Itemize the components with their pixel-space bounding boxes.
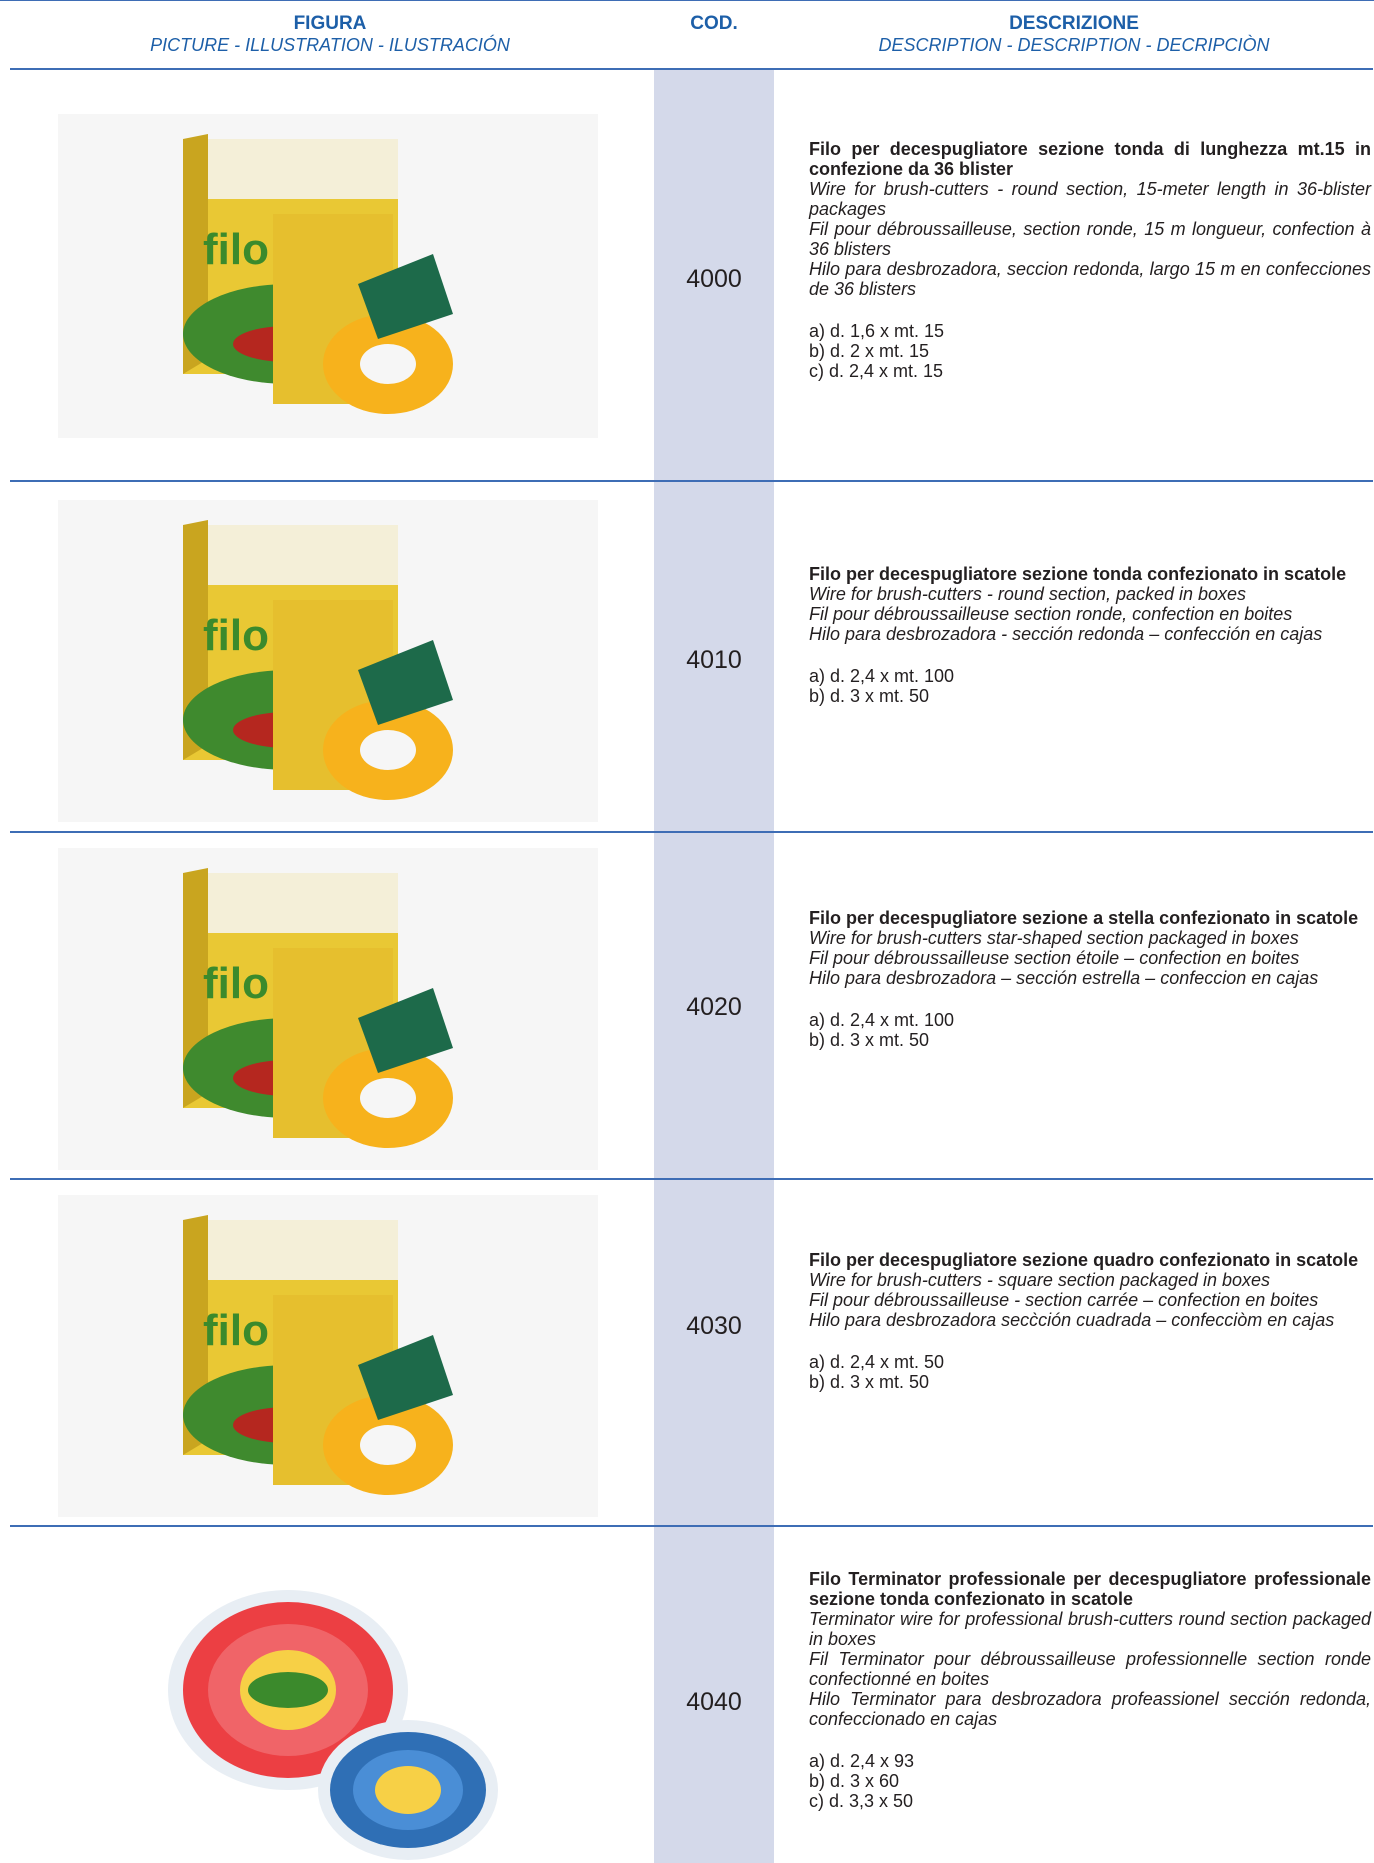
code-column-band bbox=[654, 69, 774, 1863]
product-desc-en: Wire for brush-cutters - round section, 15-meter length in 36-blister packages bbox=[809, 179, 1371, 219]
row-divider bbox=[10, 1178, 1373, 1180]
package-brand-text: filo bbox=[203, 611, 269, 660]
header-descrizione-label: DESCRIZIONE bbox=[1009, 13, 1139, 34]
row-divider bbox=[10, 1525, 1373, 1527]
product-desc-en: Wire for brush-cutters star-shaped section packaged in boxes bbox=[809, 928, 1299, 948]
header-descrizione-sub: DESCRIPTION - DESCRIPTION - DECRIPCIÒN bbox=[878, 35, 1270, 55]
size-item: b) d. 3 x mt. 50 bbox=[809, 1030, 930, 1050]
product-code-4030: 4030 bbox=[686, 1312, 742, 1340]
filo-package-illustration bbox=[58, 848, 598, 1170]
header-figura-sub: PICTURE - ILLUSTRATION - ILUSTRACIÓN bbox=[150, 35, 510, 55]
product-desc-es: Hilo para desbrozadora secc̀ción cuadrada – confecciòm en cajas bbox=[809, 1310, 1335, 1330]
size-item: b) d. 2 x mt. 15 bbox=[809, 341, 930, 361]
product-desc-fr: Fil pour débroussailleuse section étoile – confection en boites bbox=[809, 948, 1300, 968]
row-divider bbox=[10, 831, 1373, 833]
product-desc-fr: Fil Terminator pour débroussailleuse professionnelle section ronde confectionné en boites bbox=[809, 1649, 1371, 1689]
package-brand-text: filo bbox=[203, 225, 269, 274]
product-title: Filo per decespugliatore sezione a stella confezionato in scatole bbox=[809, 908, 1359, 928]
size-item: b) d. 3 x mt. 50 bbox=[809, 686, 930, 706]
size-item: a) d. 2,4 x mt. 50 bbox=[809, 1352, 945, 1372]
size-item: b) d. 3 x mt. 50 bbox=[809, 1372, 930, 1392]
product-desc-es: Hilo para desbrozadora - sección redonda – confección en cajas bbox=[809, 624, 1323, 644]
header-figura bbox=[0, 14, 660, 56]
size-item: a) d. 2,4 x mt. 100 bbox=[809, 666, 955, 686]
product-title: Filo Terminator professionale per decespugliatore professionale sezione tonda confezionato in scatole bbox=[809, 1569, 1371, 1609]
size-item: a) d. 1,6 x mt. 15 bbox=[809, 321, 945, 341]
product-image-4030 bbox=[58, 1195, 598, 1517]
product-title: Filo per decespugliatore sezione quadro confezionato in scatole bbox=[809, 1250, 1359, 1270]
product-sizes bbox=[809, 321, 1371, 381]
product-sizes bbox=[809, 1010, 1371, 1050]
product-code-4010: 4010 bbox=[686, 646, 742, 674]
product-sizes bbox=[809, 666, 1371, 706]
filo-package-illustration bbox=[58, 114, 598, 438]
product-desc-fr: Fil pour débroussailleuse - section carrée – confection en boites bbox=[809, 1290, 1319, 1310]
product-title: Filo per decespugliatore sezione tonda di lunghezza mt.15 in confezione da 36 blister bbox=[809, 139, 1371, 179]
header-descrizione bbox=[775, 14, 1373, 56]
product-code-4020: 4020 bbox=[686, 993, 742, 1021]
product-desc-en: Wire for brush-cutters - round section, packed in boxes bbox=[809, 584, 1247, 604]
header-figura-label: FIGURA bbox=[293, 13, 367, 34]
product-desc-4000 bbox=[809, 139, 1371, 381]
terminator-spools-illustration bbox=[58, 1550, 598, 1860]
product-desc-4010 bbox=[809, 564, 1371, 706]
product-desc-4040 bbox=[809, 1569, 1371, 1811]
product-desc-4020 bbox=[809, 908, 1371, 1050]
size-item: a) d. 2,4 x mt. 100 bbox=[809, 1010, 955, 1030]
product-desc-en: Wire for brush-cutters - square section packaged in boxes bbox=[809, 1270, 1271, 1290]
product-desc-4030 bbox=[809, 1250, 1371, 1392]
package-brand-text: filo bbox=[203, 1306, 269, 1355]
product-desc-es: Hilo para desbrozadora – sección estrella – confeccion en cajas bbox=[809, 968, 1319, 988]
product-desc-en: Terminator wire for professional brush-cutters round section packaged in boxes bbox=[809, 1609, 1371, 1649]
size-item: a) d. 2,4 x 93 bbox=[809, 1751, 915, 1771]
product-title: Filo per decespugliatore sezione tonda confezionato in scatole bbox=[809, 564, 1347, 584]
size-item: c) d. 2,4 x mt. 15 bbox=[809, 361, 944, 381]
product-desc-fr: Fil pour débroussailleuse, section ronde, 15 m longueur, confection à 36 blisters bbox=[809, 219, 1371, 259]
product-desc-fr: Fil pour débroussailleuse section ronde, confection en boites bbox=[809, 604, 1293, 624]
product-code-4040: 4040 bbox=[686, 1688, 742, 1716]
product-image-4000 bbox=[58, 114, 598, 438]
product-code-4000: 4000 bbox=[686, 265, 742, 293]
size-item: b) d. 3 x 60 bbox=[809, 1771, 900, 1791]
product-desc-es: Hilo Terminator para desbrozadora profeassionel sección redonda, confeccionado en cajas bbox=[809, 1689, 1371, 1729]
header-cod bbox=[654, 14, 774, 34]
package-brand-text: filo bbox=[203, 959, 269, 1008]
product-desc-es: Hilo para desbrozadora, seccion redonda, largo 15 m en confecciones de 36 blisters bbox=[809, 259, 1371, 299]
product-sizes bbox=[809, 1751, 1371, 1811]
table-header bbox=[0, 0, 1374, 70]
product-sizes bbox=[809, 1352, 1371, 1392]
header-divider bbox=[10, 68, 1373, 70]
size-item: c) d. 3,3 x 50 bbox=[809, 1791, 914, 1811]
header-cod-label: COD. bbox=[690, 13, 738, 34]
filo-package-illustration bbox=[58, 1195, 598, 1517]
product-image-4010 bbox=[58, 500, 598, 822]
product-image-4020 bbox=[58, 848, 598, 1170]
filo-package-illustration bbox=[58, 500, 598, 822]
product-image-4040 bbox=[58, 1550, 598, 1860]
row-divider bbox=[10, 480, 1373, 482]
